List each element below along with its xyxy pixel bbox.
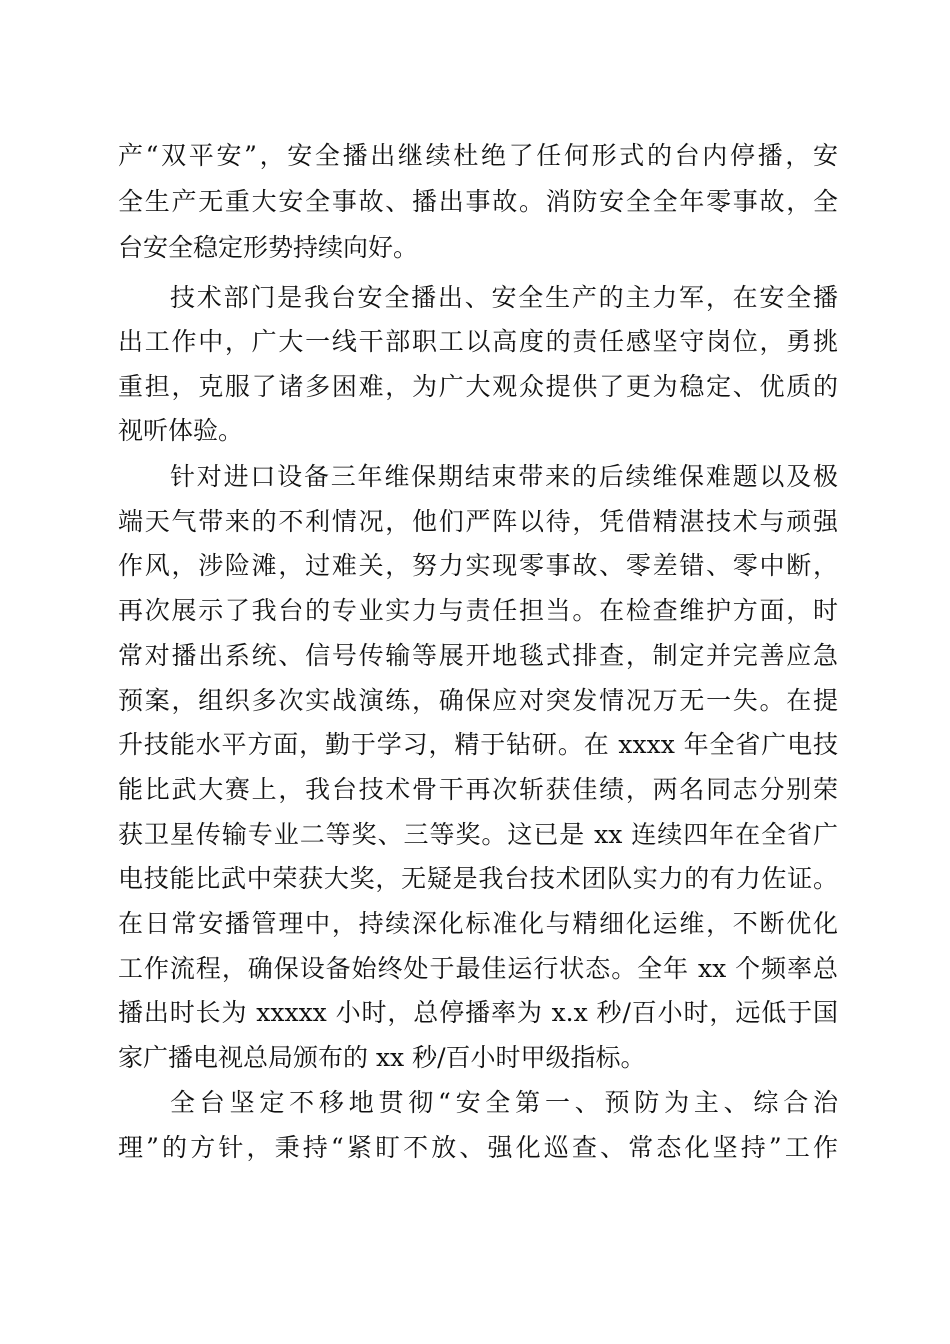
paragraph-first-line: 技术部门是我台安全播出、安全生产的主力军，在安全播	[170, 283, 838, 312]
text-line: 理”的方针，秉持“紧盯不放、强化巡查、常态化坚持”工作	[118, 1133, 838, 1162]
text-line: 电技能比武中荣获大奖，无疑是我台技术团队实力的有力佐证。	[118, 864, 838, 893]
text-line: 升技能水平方面，勤于学习，精于钻研。在 xxxx 年全省广电技	[118, 730, 838, 759]
text-line: 作风，涉险滩，过难关，努力实现零事故、零差错、零中断，	[118, 551, 838, 580]
paragraph-first-line: 针对进口设备三年维保期结束带来的后续维保难题以及极	[170, 462, 838, 491]
text-line: 出工作中，广大一线干部职工以高度的责任感坚守岗位，勇挑	[118, 327, 838, 356]
text-line: 工作流程，确保设备始终处于最佳运行状态。全年 xx 个频率总	[118, 954, 838, 983]
text-line: 台安全稳定形势持续向好。	[118, 233, 419, 262]
text-line: 全生产无重大安全事故、播出事故。消防安全全年零事故，全	[118, 187, 838, 216]
text-line: 视听体验。	[118, 416, 244, 445]
text-line: 播出时长为 xxxxx 小时，总停播率为 x.x 秒/百小时，远低于国	[118, 998, 838, 1027]
text-line: 在日常安播管理中，持续深化标准化与精细化运维，不断优化	[118, 909, 838, 938]
text-line: 重担，克服了诸多困难，为广大观众提供了更为稳定、优质的	[118, 372, 838, 401]
text-line: 获卫星传输专业二等奖、三等奖。这已是 xx 连续四年在全省广	[118, 820, 838, 849]
text-line: 产“双平安”，安全播出继续杜绝了任何形式的台内停播，安	[118, 141, 838, 170]
text-line: 端天气带来的不利情况，他们严阵以待，凭借精湛技术与顽强	[118, 507, 838, 536]
text-line: 能比武大赛上，我台技术骨干再次斩获佳绩，两名同志分别荣	[118, 775, 838, 804]
text-line: 预案，组织多次实战演练，确保应对突发情况万无一失。在提	[118, 686, 838, 715]
paragraph-first-line: 全台坚定不移地贯彻“安全第一、预防为主、综合治	[170, 1088, 838, 1117]
text-line: 常对播出系统、信号传输等展开地毯式排查，制定并完善应急	[118, 641, 838, 670]
text-line: 家广播电视总局颁布的 xx 秒/百小时甲级指标。	[118, 1043, 646, 1072]
text-line: 再次展示了我台的专业实力与责任担当。在检查维护方面，时	[118, 596, 838, 625]
